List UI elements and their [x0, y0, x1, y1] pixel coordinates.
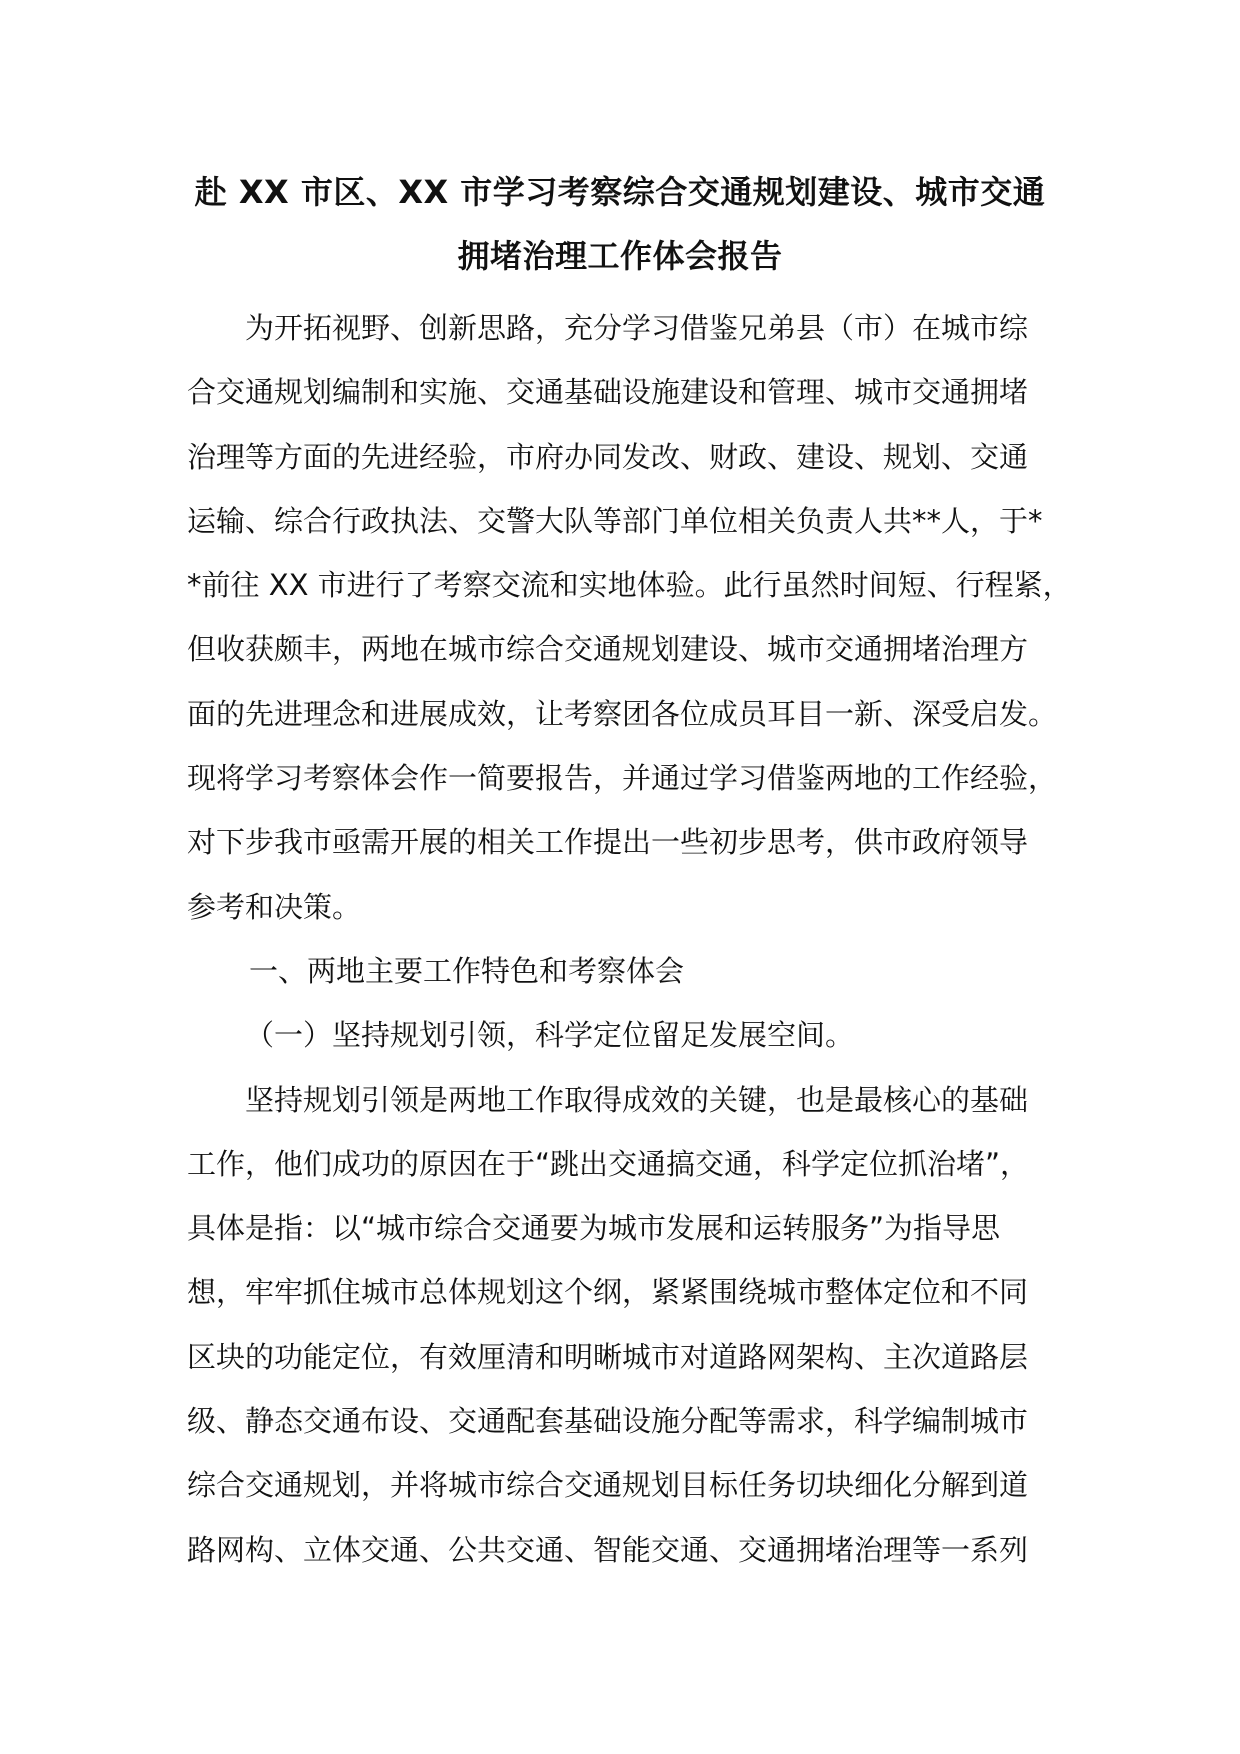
body-line: 想，牢牢抓住城市总体规划这个纲，紧紧围绕城市整体定位和不同: [187, 1275, 1029, 1310]
body-line: 为开拓视野、创新思路，充分学习借鉴兄弟县（市）在城市综: [245, 311, 1029, 345]
body-line: 现将学习考察体会作一简要报告，并通过学习借鉴两地的工作经验，: [187, 761, 1058, 796]
body-line: 工作，他们成功的原因在于“跳出交通搞交通，科学定位抓治堵”，: [187, 1146, 1030, 1181]
body-line: 但收获颇丰，两地在城市综合交通规划建设、城市交通拥堵治理方: [187, 632, 1029, 667]
body-line: 合交通规划编制和实施、交通基础设施建设和管理、城市交通拥堵: [187, 375, 1029, 410]
body-line: 具体是指：以“城市综合交通要为城市发展和运转服务”为指导思: [187, 1211, 1001, 1246]
body-line: 区块的功能定位，有效厘清和明晰城市对道路网架构、主次道路层: [187, 1339, 1029, 1374]
body-line: 参考和决策。: [187, 889, 362, 924]
body-line: 综合交通规划，并将城市综合交通规划目标任务切块细化分解到道: [187, 1468, 1029, 1503]
body-line: 坚持规划引领是两地工作取得成效的关键，也是最核心的基础: [245, 1082, 1029, 1117]
body-line: *前往 XX 市进行了考察交流和实地体验。此行虽然时间短、行程紧，: [187, 568, 1072, 603]
body-line: 级、静态交通布设、交通配套基础设施分配等需求，科学编制城市: [187, 1404, 1029, 1439]
body-line: 路网构、立体交通、公共交通、智能交通、交通拥堵治理等一系列: [187, 1532, 1029, 1567]
body-line: 面的先进理念和进展成效，让考察团各位成员耳目一新、深受启发。: [187, 696, 1058, 731]
body-line: 运输、综合行政执法、交警大队等部门单位相关负责人共**人，于*: [187, 503, 1043, 538]
document-title: [160, 160, 1080, 288]
title-line-2: 拥堵治理工作体会报告: [457, 237, 783, 275]
section-heading: 一、两地主要工作特色和考察体会: [249, 953, 685, 988]
subsection-heading: （一）坚持规划引领，科学定位留足发展空间。: [245, 1018, 855, 1053]
body-line: 治理等方面的先进经验，市府办同发改、财政、建设、规划、交通: [187, 439, 1029, 474]
title-line-1: 赴 XX 市区、XX 市学习考察综合交通规划建设、城市交通: [194, 173, 1046, 211]
document-body: [187, 296, 1077, 1582]
body-line: 对下步我市亟需开展的相关工作提出一些初步思考，供市政府领导: [187, 825, 1029, 860]
